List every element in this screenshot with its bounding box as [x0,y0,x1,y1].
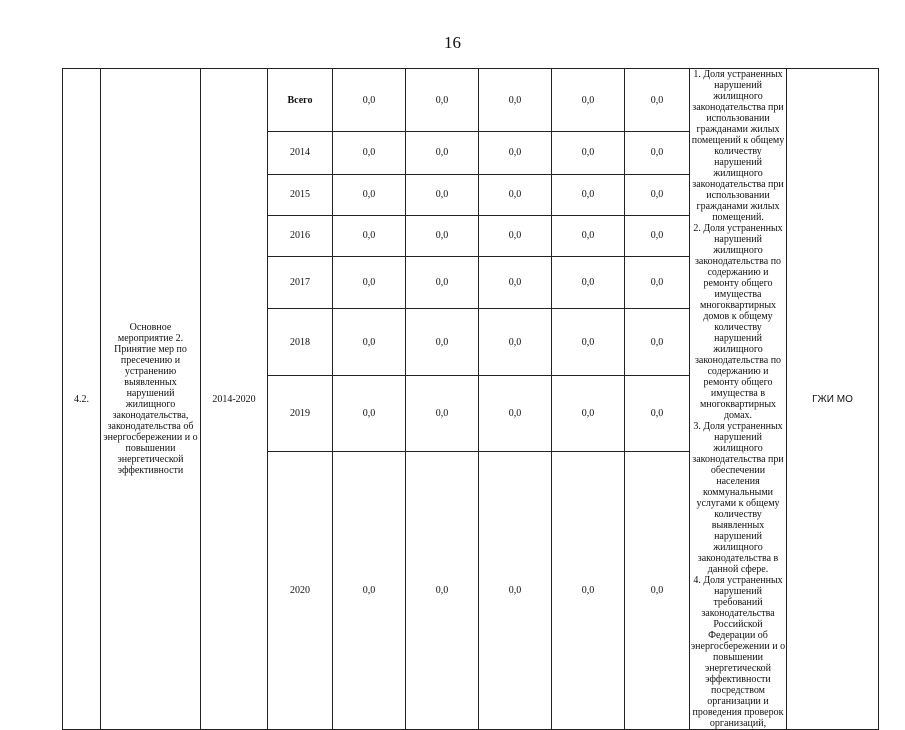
value-cell: 0,0 [625,174,690,215]
value-cell: 0,0 [552,451,625,729]
value-cell: 0,0 [552,215,625,256]
value-cell: 0,0 [333,451,406,729]
value-cell: 0,0 [552,174,625,215]
value-cell: 0,0 [479,174,552,215]
year-label: 2017 [268,256,333,308]
value-cell: 0,0 [625,69,690,132]
value-cell: 0,0 [479,451,552,729]
value-cell: 0,0 [552,132,625,175]
year-label: 2016 [268,215,333,256]
value-cell: 0,0 [406,215,479,256]
indicator-item: 3. Доля устраненных нарушений жилищного законодательства при обеспечении населения коммунальными услугами к общему количеству выявленных нарушений жилищного законодательства в данной сфере. [692,421,784,575]
activity-name: Основное мероприятие 2. Принятие мер по пресечению и устранению выявленных нарушений жилищного законодательства, законодательства об энергосбережении и о повышении энергетической эффективности [101,69,201,730]
target-indicators [690,69,787,730]
value-cell: 0,0 [625,451,690,729]
value-cell: 0,0 [479,376,552,451]
year-label: Всего [268,69,333,132]
value-cell: 0,0 [479,256,552,308]
value-cell: 0,0 [406,451,479,729]
value-cell: 0,0 [406,376,479,451]
value-cell: 0,0 [552,308,625,375]
table-row [63,69,879,132]
value-cell: 0,0 [406,132,479,175]
indicator-item: 1. Доля устраненных нарушений жилищного законодательства при использовании гражданами жилых помещений к общему количеству нарушений жилищного законодательства при использовании гражданами жилых помещений. [691,69,785,223]
value-cell: 0,0 [625,308,690,375]
year-label: 2015 [268,174,333,215]
value-cell: 0,0 [479,215,552,256]
row-number: 4.2. [63,69,101,730]
value-cell: 0,0 [552,69,625,132]
indicator-item: 4. Доля устраненных нарушений требований законодательства Российской Федерации об энергосбережении и о повышении энергетической эффективности посредством организации и проведения проверок организаций, [690,575,786,729]
value-cell: 0,0 [552,256,625,308]
value-cell: 0,0 [406,174,479,215]
year-label: 2018 [268,308,333,375]
value-cell: 0,0 [333,308,406,375]
value-cell: 0,0 [479,308,552,375]
value-cell: 0,0 [552,376,625,451]
value-cell: 0,0 [406,308,479,375]
year-label: 2019 [268,376,333,451]
value-cell: 0,0 [406,69,479,132]
implementation-period: 2014-2020 [201,69,268,730]
value-cell: 0,0 [625,376,690,451]
year-label: 2020 [268,451,333,729]
value-cell: 0,0 [625,256,690,308]
value-cell: 0,0 [333,174,406,215]
indicator-item: 2. Доля устраненных нарушений жилищного законодательства по содержанию и ремонту общего имущества многоквартирных домов к общему количеству нарушений жилищного законодательства по содержанию и ремонту общего имущества в многоквартирных домах. [693,223,783,421]
year-label: 2014 [268,132,333,175]
value-cell: 0,0 [333,215,406,256]
value-cell: 0,0 [406,256,479,308]
value-cell: 0,0 [479,69,552,132]
responsible-executor: ГЖИ МО [787,69,879,730]
program-activities-table [62,68,879,730]
value-cell: 0,0 [333,256,406,308]
value-cell: 0,0 [333,69,406,132]
value-cell: 0,0 [625,132,690,175]
page-number: 16 [444,33,461,52]
value-cell: 0,0 [333,376,406,451]
value-cell: 0,0 [333,132,406,175]
value-cell: 0,0 [479,132,552,175]
value-cell: 0,0 [625,215,690,256]
